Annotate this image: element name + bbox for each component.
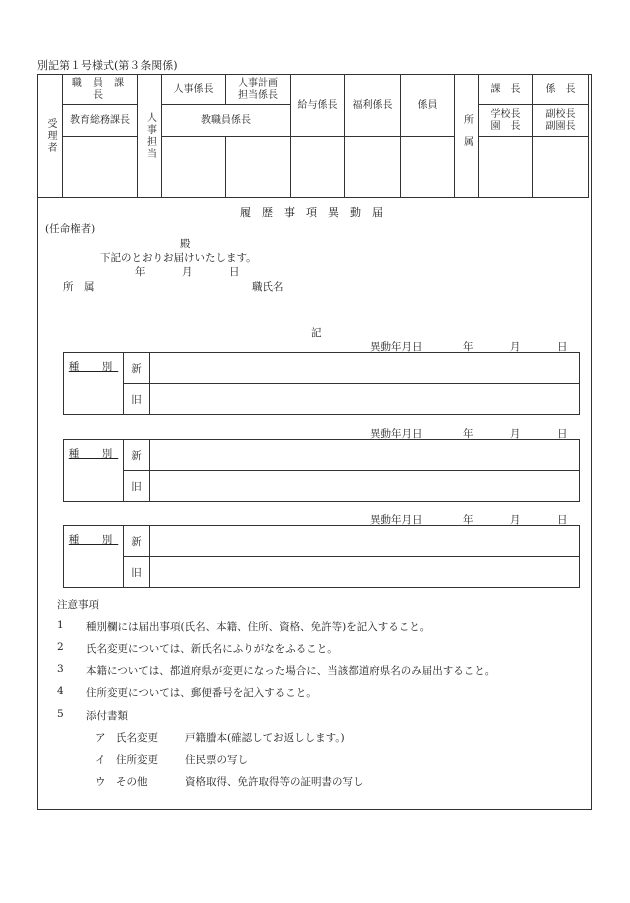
- kind-label: 種 別: [68, 361, 119, 373]
- affiliation-label: 所 属: [63, 281, 95, 293]
- stamp-cell-gakkocho: [479, 105, 533, 137]
- receiver-cell: [38, 75, 63, 198]
- stamp-box-2[interactable]: [162, 137, 226, 198]
- stamp-cell-fukuri: 福利係長: [345, 75, 401, 137]
- note-text: 本籍については、都道府県が変更になった場合に、当該都道府県名のみ届出すること。: [86, 665, 496, 677]
- old-label: 旧: [124, 384, 150, 415]
- note-text: 種別欄には届出事項(氏名、本籍、住所、資格、免許等)を記入すること。: [86, 621, 431, 633]
- entry-date-label: 異動年月日: [370, 428, 423, 440]
- attachment-doc: 住民票の写し: [185, 754, 248, 766]
- entry-year-label: 年: [463, 514, 474, 526]
- new-field[interactable]: [150, 353, 580, 384]
- affiliation-side-label: 所属: [461, 114, 473, 158]
- stamp-box-5[interactable]: [345, 137, 401, 198]
- stamp-cell-jinji-kakaricho: 人事係長: [162, 75, 226, 105]
- stamp-cell-kacho: 課 長: [479, 75, 533, 105]
- lead-text: 下記のとおりお届けいたします。: [100, 252, 257, 264]
- entry-day-label: 日: [557, 514, 568, 526]
- kind-cell: [64, 440, 124, 502]
- gakkocho-label: 学校長 園 長: [490, 108, 521, 132]
- name-title-label: 職氏名: [252, 281, 284, 293]
- stamp-box-3[interactable]: [226, 137, 291, 198]
- attachment-doc: 資格取得、免許取得等の証明書の写し: [185, 776, 364, 788]
- jinji-keikaku-label: 人事計画担当係長: [238, 77, 278, 101]
- note-text: 住所変更については、郵便番号を記入すること。: [86, 687, 317, 699]
- date-day-label: 日: [229, 266, 240, 278]
- entry-year-label: 年: [463, 341, 474, 353]
- old-label: 旧: [124, 557, 150, 588]
- note-number: 4: [57, 685, 64, 697]
- entry-month-label: 月: [510, 341, 521, 353]
- stamp-box-8[interactable]: [533, 137, 589, 198]
- attachment-doc: 戸籍謄本(確認してお返しします。): [185, 732, 345, 744]
- entry-day-label: 日: [557, 341, 568, 353]
- stamp-cell-kyuyo: 給与係長: [291, 75, 345, 137]
- stamp-cell-kyoshokuin: 教職員係長: [162, 105, 291, 137]
- new-label: 新: [124, 440, 150, 471]
- kind-cell: [64, 353, 124, 415]
- attachment-mark: ウ: [95, 776, 106, 788]
- approval-stamp-table: [37, 74, 589, 198]
- attachment-label: 氏名変更: [116, 732, 158, 744]
- new-label: 新: [124, 526, 150, 557]
- note-number: 2: [57, 641, 64, 653]
- attachment-label: その他: [116, 776, 148, 788]
- date-year-label: 年: [135, 266, 146, 278]
- entry-month-label: 月: [510, 428, 521, 440]
- entry-date-label: 異動年月日: [370, 514, 423, 526]
- old-field[interactable]: [150, 557, 580, 588]
- old-field[interactable]: [150, 471, 580, 502]
- note-text: 添付書類: [86, 710, 128, 722]
- attachment-mark: イ: [95, 754, 106, 766]
- new-label: 新: [124, 353, 150, 384]
- note-number: 1: [57, 619, 64, 631]
- kind-label: 種 別: [68, 448, 119, 460]
- stamp-box-4[interactable]: [291, 137, 345, 198]
- note-number: 5: [57, 708, 64, 720]
- old-label: 旧: [124, 471, 150, 502]
- new-field[interactable]: [150, 440, 580, 471]
- affiliation-side-cell: [455, 75, 479, 198]
- fukukocho-label: 副校長 副園長: [545, 108, 576, 132]
- date-month-label: 月: [182, 266, 193, 278]
- receiver-label: 受理者: [45, 118, 56, 154]
- new-field[interactable]: [150, 526, 580, 557]
- entry-date-label: 異動年月日: [370, 341, 423, 353]
- note-number: 3: [57, 663, 64, 675]
- stamp-cell-kakariin: 係員: [401, 75, 455, 137]
- notes-heading: 注意事項: [57, 599, 99, 611]
- old-field[interactable]: [150, 384, 580, 415]
- attachment-mark: ア: [95, 732, 106, 744]
- stamp-box-7[interactable]: [479, 137, 533, 198]
- form-label: 別記第１号様式(第３条関係): [37, 59, 178, 72]
- appointer-label: (任命権者): [45, 223, 96, 235]
- stamp-cell-jinji-keikaku: [226, 75, 291, 105]
- form-title: 履 歴 事 項 異 動 届: [240, 206, 383, 219]
- entry-day-label: 日: [557, 428, 568, 440]
- entry-table: [63, 352, 580, 415]
- honorific: 殿: [180, 238, 191, 250]
- entry-table: [63, 439, 580, 502]
- stamp-box-1[interactable]: [63, 137, 138, 198]
- ki-label: 記: [311, 327, 322, 339]
- kind-cell: [64, 526, 124, 588]
- stamp-box-6[interactable]: [401, 137, 455, 198]
- entry-table: [63, 525, 580, 588]
- stamp-cell-kyoiku-somu: 教育総務課長: [63, 105, 138, 137]
- attachment-label: 住所変更: [116, 754, 158, 766]
- stamp-cell-kakaricho: 係 長: [533, 75, 589, 105]
- personnel-side-label: 人事担当: [144, 112, 156, 160]
- personnel-side-cell: [138, 75, 162, 198]
- stamp-cell-fukukocho: [533, 105, 589, 137]
- stamp-cell-shokuin-kacho: 職 員 課 長: [63, 75, 138, 105]
- kind-label: 種 別: [68, 534, 119, 546]
- entry-year-label: 年: [463, 428, 474, 440]
- note-text: 氏名変更については、新氏名にふりがなをふること。: [86, 643, 338, 655]
- entry-month-label: 月: [510, 514, 521, 526]
